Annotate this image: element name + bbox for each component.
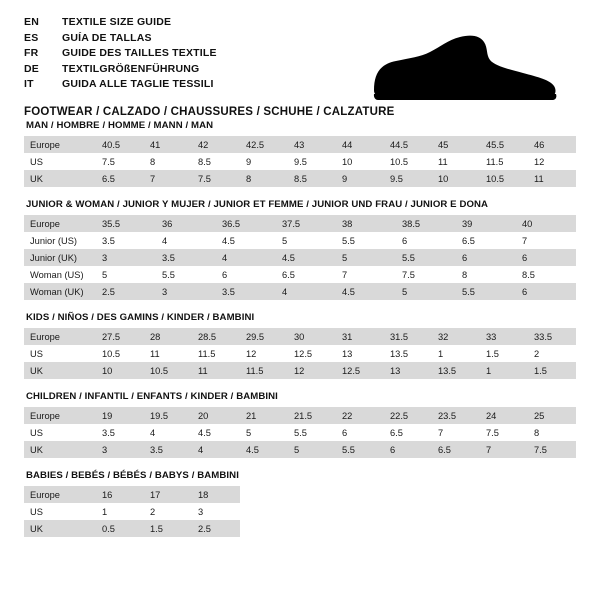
size-cell: 3 [96,441,144,458]
size-table-junior-woman [24,215,576,300]
size-cell: 1 [96,503,144,520]
section-title: KIDS / NIÑOS / DES GAMINS / KINDER / BAMBINI [26,312,255,323]
language-row [24,47,217,63]
size-table-children [24,407,576,458]
size-cell: 12 [288,362,336,379]
size-cell-empty [240,486,288,503]
size-cell-empty [288,486,336,503]
row-label: US [24,424,96,441]
size-cell: 7 [432,424,480,441]
size-cell: 10.5 [480,170,528,187]
size-cell: 28 [144,328,192,345]
size-cell-empty [288,503,336,520]
size-cell: 5.5 [336,232,396,249]
size-table-man [24,136,576,187]
size-cell-empty [432,503,480,520]
size-cell: 8 [144,153,192,170]
size-cell: 4.5 [240,441,288,458]
size-cell: 24 [480,407,528,424]
size-cell: 0.5 [96,520,144,537]
row-label: Woman (US) [24,266,96,283]
row-label: Europe [24,407,96,424]
section-kids [24,300,576,379]
row-label: Europe [24,215,96,232]
size-cell: 16 [96,486,144,503]
size-cell: 11.5 [240,362,288,379]
size-cell: 1 [480,362,528,379]
size-cell: 5 [96,266,156,283]
size-cell: 6.5 [384,424,432,441]
section-man [24,105,576,187]
size-cell-empty [432,520,480,537]
table-row [24,283,576,300]
size-cell: 18 [192,486,240,503]
size-cell: 4 [216,249,276,266]
size-cell: 3 [96,249,156,266]
size-cell: 12.5 [336,362,384,379]
size-cell: 3.5 [156,249,216,266]
language-title: TEXTILE SIZE GUIDE [62,16,172,28]
size-cell: 35.5 [96,215,156,232]
size-cell-empty [528,486,576,503]
size-cell: 6 [216,266,276,283]
language-list [24,16,217,94]
size-cell: 41 [144,136,192,153]
size-cell: 19 [96,407,144,424]
size-cell: 33.5 [528,328,576,345]
size-cell: 7.5 [480,424,528,441]
table-row [24,328,576,345]
size-cell: 7 [144,170,192,187]
size-cell: 7 [336,266,396,283]
category-title: FOOTWEAR / CALZADO / CHAUSSURES / SCHUHE / CALZATURE [24,105,395,118]
table-row [24,136,576,153]
size-cell: 29.5 [240,328,288,345]
size-cell: 6 [456,249,516,266]
table-row [24,170,576,187]
size-cell-empty [336,503,384,520]
size-cell: 9.5 [288,153,336,170]
row-label: US [24,503,96,520]
table-row [24,232,576,249]
size-cell: 3 [156,283,216,300]
size-cell: 39 [456,215,516,232]
table-row [24,153,576,170]
size-cell: 6 [516,249,576,266]
size-cell: 3.5 [216,283,276,300]
size-cell: 3.5 [144,441,192,458]
size-cell: 8 [240,170,288,187]
row-label: Europe [24,328,96,345]
size-cell: 11.5 [480,153,528,170]
size-cell-empty [480,520,528,537]
table-row [24,345,576,362]
dress-shoe-icon [368,30,558,108]
size-cell: 6 [384,441,432,458]
table-row [24,424,576,441]
size-cell: 40.5 [96,136,144,153]
size-cell: 36.5 [216,215,276,232]
row-label: UK [24,441,96,458]
table-row [24,215,576,232]
language-row [24,16,217,32]
size-cell: 2 [528,345,576,362]
size-cell: 12 [240,345,288,362]
size-cell: 1.5 [480,345,528,362]
size-cell: 31 [336,328,384,345]
section-title: BABIES / BEBÉS / BÉBÉS / BABYS / BAMBINI [26,470,239,481]
table-row [24,407,576,424]
size-cell: 19.5 [144,407,192,424]
size-cell: 8 [528,424,576,441]
size-cell: 2.5 [96,283,156,300]
size-cell: 5.5 [396,249,456,266]
language-row [24,78,217,94]
size-cell-empty [480,503,528,520]
size-cell-empty [528,520,576,537]
size-cell: 2.5 [192,520,240,537]
size-table-kids [24,328,576,379]
row-label: Europe [24,136,96,153]
size-cell: 3.5 [96,232,156,249]
size-cell: 36 [156,215,216,232]
row-label: Junior (UK) [24,249,96,266]
size-cell: 1 [432,345,480,362]
language-code: FR [24,47,39,59]
size-cell-empty [432,486,480,503]
size-cell: 10.5 [144,362,192,379]
size-cell: 22.5 [384,407,432,424]
size-cell: 3.5 [96,424,144,441]
language-row [24,32,217,48]
size-cell: 8 [456,266,516,283]
size-cell: 12 [528,153,576,170]
size-cell: 45 [432,136,480,153]
size-cell-empty [336,486,384,503]
size-cell-empty [384,486,432,503]
size-cell: 25 [528,407,576,424]
size-cell: 6 [336,424,384,441]
row-label: Europe [24,486,96,503]
size-cell: 44.5 [384,136,432,153]
size-cell: 38.5 [396,215,456,232]
language-code: ES [24,31,39,44]
size-cell: 9 [240,153,288,170]
row-label: UK [24,362,96,379]
size-cell: 9 [336,170,384,187]
language-title: GUIDA ALLE TAGLIE TESSILI [62,78,214,90]
size-cell: 3 [192,503,240,520]
size-cell: 1.5 [144,520,192,537]
size-cell: 5 [396,283,456,300]
size-cell: 13.5 [432,362,480,379]
table-row [24,362,576,379]
size-cell: 4.5 [276,249,336,266]
language-list-body [24,16,217,94]
size-cell: 10.5 [384,153,432,170]
size-cell: 4 [276,283,336,300]
size-cell-empty [528,503,576,520]
size-cell: 1.5 [528,362,576,379]
size-cell: 4 [156,232,216,249]
size-cell: 5 [240,424,288,441]
size-cell: 10 [96,362,144,379]
size-cell: 22 [336,407,384,424]
language-row [24,63,217,79]
row-label: US [24,153,96,170]
size-cell: 5.5 [336,441,384,458]
size-cell: 6 [516,283,576,300]
size-cell: 42 [192,136,240,153]
section-title: JUNIOR & WOMAN / JUNIOR Y MUJER / JUNIOR ET FEMME / JUNIOR UND FRAU / JUNIOR E DONA [26,199,489,210]
size-cell: 7.5 [528,441,576,458]
section-children [24,379,576,458]
size-cell: 11 [192,362,240,379]
size-cell: 2 [144,503,192,520]
size-cell: 7.5 [396,266,456,283]
language-code: EN [24,16,39,28]
size-cell: 8.5 [192,153,240,170]
size-cell: 13 [336,345,384,362]
size-cell: 13 [384,362,432,379]
size-cell-empty [480,486,528,503]
size-cell: 6.5 [456,232,516,249]
size-cell: 46 [528,136,576,153]
size-cell: 6 [396,232,456,249]
size-cell: 5 [336,249,396,266]
size-cell: 11 [432,153,480,170]
size-cell: 42.5 [240,136,288,153]
size-cell: 5 [288,441,336,458]
size-cell: 5.5 [156,266,216,283]
size-cell-empty [384,520,432,537]
size-cell: 4 [192,441,240,458]
size-cell: 12.5 [288,345,336,362]
section-babies [24,458,576,537]
size-cell: 10 [336,153,384,170]
size-cell: 33 [480,328,528,345]
size-cell: 44 [336,136,384,153]
size-cell: 32 [432,328,480,345]
size-cell: 40 [516,215,576,232]
page-header [24,16,576,118]
language-title: TEXTILGRÖßENFÜHRUNG [62,62,200,75]
size-cell-empty [384,503,432,520]
size-cell: 5 [276,232,336,249]
size-table-babies [24,486,576,537]
size-cell: 7.5 [192,170,240,187]
size-cell: 4.5 [216,232,276,249]
section-title: MAN / HOMBRE / HOMME / MANN / MAN [26,120,214,131]
size-cell: 13.5 [384,345,432,362]
size-cell: 11.5 [192,345,240,362]
size-cell: 8.5 [516,266,576,283]
size-cell: 21.5 [288,407,336,424]
language-code: DE [24,62,39,75]
size-cell: 11 [144,345,192,362]
language-code: IT [24,78,34,90]
size-cell: 30 [288,328,336,345]
table-row [24,486,576,503]
size-cell: 45.5 [480,136,528,153]
row-label: US [24,345,96,362]
size-cell: 20 [192,407,240,424]
size-cell: 7 [480,441,528,458]
size-cell: 37.5 [276,215,336,232]
size-cell-empty [240,503,288,520]
size-cell: 7 [516,232,576,249]
table-row [24,503,576,520]
row-label: Woman (UK) [24,283,96,300]
size-cell: 38 [336,215,396,232]
table-row [24,249,576,266]
size-cell: 5.5 [456,283,516,300]
row-label: UK [24,520,96,537]
size-cell-empty [288,520,336,537]
table-row [24,520,576,537]
size-cell: 43 [288,136,336,153]
size-cell: 21 [240,407,288,424]
size-cell: 17 [144,486,192,503]
table-row [24,441,576,458]
language-title: GUÍA DE TALLAS [62,31,152,44]
size-cell: 4.5 [336,283,396,300]
size-cell: 5.5 [288,424,336,441]
size-cell: 10 [432,170,480,187]
size-cell: 7.5 [96,153,144,170]
size-cell: 6.5 [276,266,336,283]
row-label: UK [24,170,96,187]
size-cell: 4 [144,424,192,441]
language-title: GUIDE DES TAILLES TEXTILE [62,47,217,59]
size-cell: 11 [528,170,576,187]
table-row [24,266,576,283]
size-cell-empty [240,520,288,537]
size-cell: 6.5 [432,441,480,458]
size-cell: 28.5 [192,328,240,345]
size-cell: 23.5 [432,407,480,424]
row-label: Junior (US) [24,232,96,249]
size-cell: 4.5 [192,424,240,441]
section-title: CHILDREN / INFANTIL / ENFANTS / KINDER / BAMBINI [26,391,278,402]
size-cell: 9.5 [384,170,432,187]
size-cell: 10.5 [96,345,144,362]
size-cell: 8.5 [288,170,336,187]
size-cell: 6.5 [96,170,144,187]
size-cell: 31.5 [384,328,432,345]
size-cell: 27.5 [96,328,144,345]
size-cell-empty [336,520,384,537]
section-junior-woman [24,187,576,300]
